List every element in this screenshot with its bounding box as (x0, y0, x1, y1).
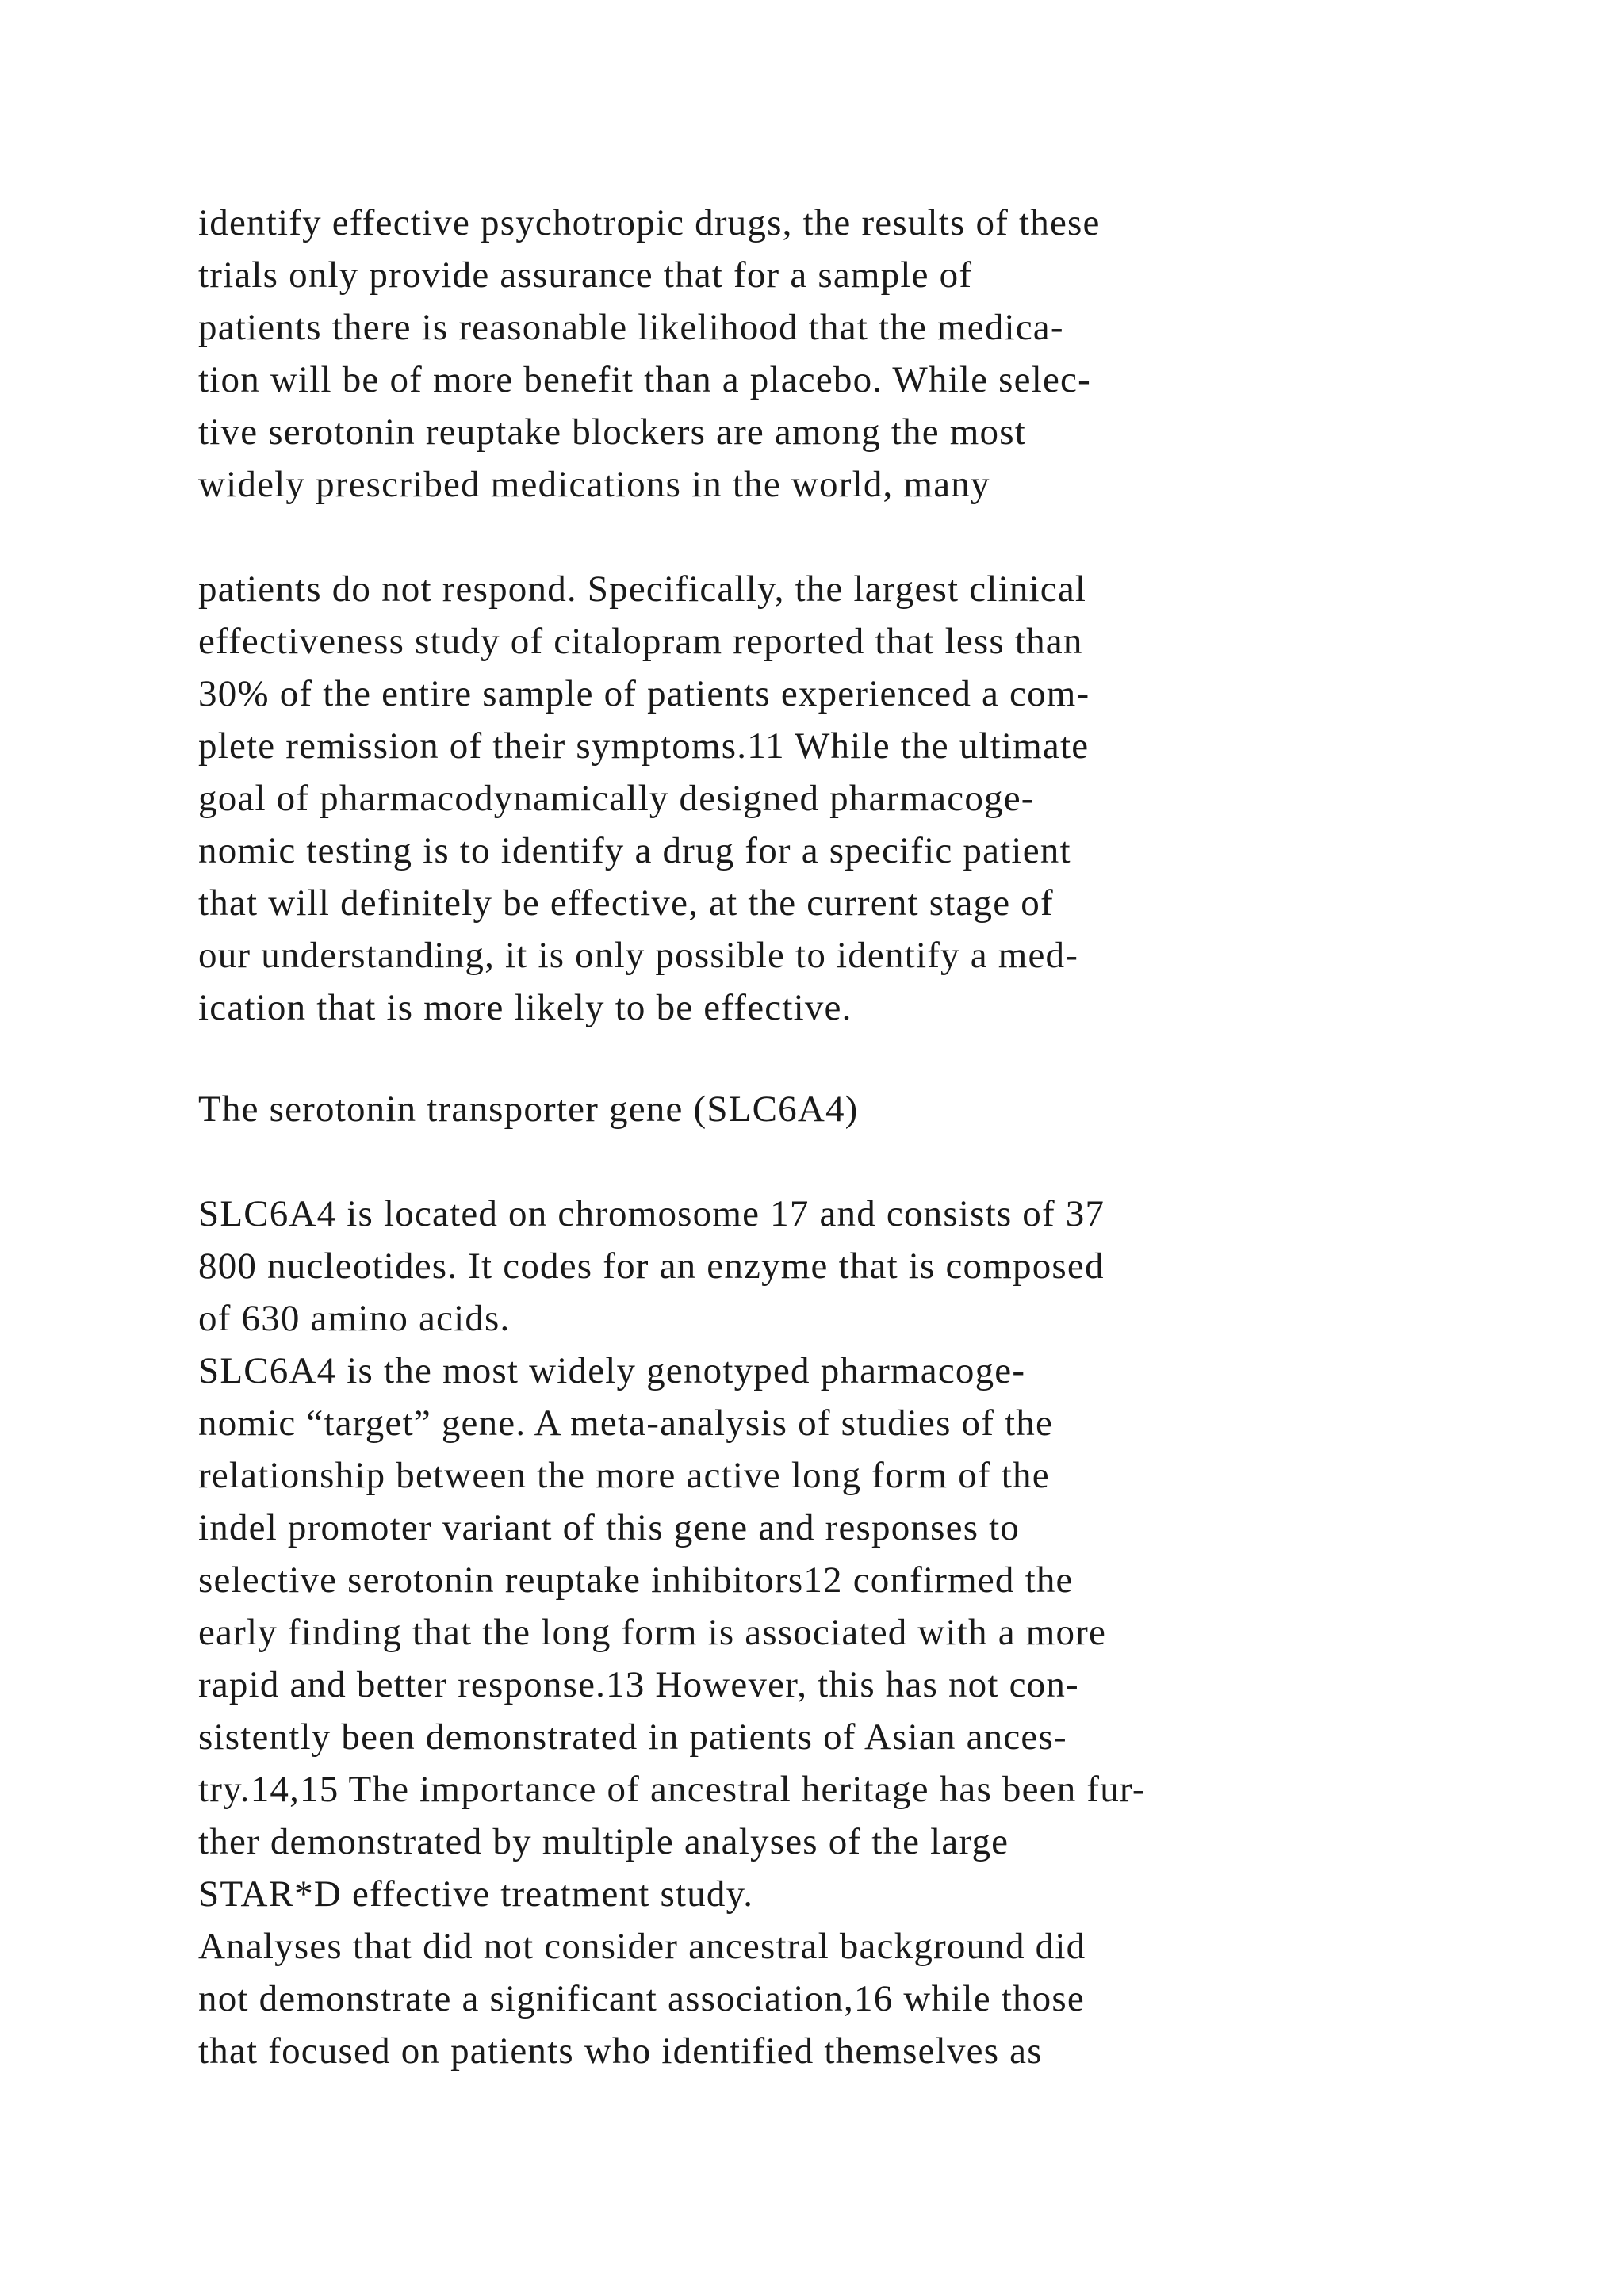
text-line: of 630 amino acids. (198, 1298, 511, 1339)
text-line: tive serotonin reuptake blockers are among the most (198, 411, 1026, 453)
text-line: identify effective psychotropic drugs, the results of these (198, 202, 1101, 243)
text-line: 800 nucleotides. It codes for an enzyme that is composed (198, 1246, 1105, 1287)
text-line: indel promoter variant of this gene and responses to (198, 1507, 1021, 1548)
text-line: early finding that the long form is associated with a more (198, 1612, 1107, 1653)
text-line: rapid and better response.13 However, this has not con- (198, 1664, 1079, 1705)
text-line: effectiveness study of citalopram reported that less than (198, 621, 1083, 662)
text-line: patients there is reasonable likelihood that the medica- (198, 307, 1064, 348)
text-line: ther demonstrated by multiple analyses of the large (198, 1821, 1009, 1862)
text-line: selective serotonin reuptake inhibitors12 confirmed the (198, 1559, 1074, 1601)
paragraph-2 (198, 563, 1562, 1034)
text-line: plete remission of their symptoms.11 While the ultimate (198, 725, 1090, 767)
text-line: tion will be of more benefit than a placebo. While selec- (198, 359, 1091, 400)
text-line: Analyses that did not consider ancestral background did (198, 1926, 1086, 1967)
heading-line: The serotonin transporter gene (SLC6A4) (198, 1089, 859, 1130)
text-line: try.14,15 The importance of ancestral heritage has been fur- (198, 1769, 1146, 1810)
text-line: 30% of the entire sample of patients experienced a com- (198, 673, 1090, 714)
text-line: SLC6A4 is located on chromosome 17 and consists of 37 (198, 1193, 1105, 1234)
text-line: our understanding, it is only possible to identify a med- (198, 935, 1079, 976)
text-line: patients do not respond. Specifically, the largest clinical (198, 568, 1087, 610)
paragraph-1 (198, 197, 1562, 511)
text-line: not demonstrate a significant association,16 while those (198, 1978, 1085, 2019)
text-line: widely prescribed medications in the world, many (198, 464, 990, 505)
paragraph-3 (198, 1188, 1562, 2077)
text-line: sistently been demonstrated in patients of Asian ances- (198, 1716, 1067, 1758)
text-line: ication that is more likely to be effective. (198, 987, 852, 1028)
text-line: relationship between the more active long form of the (198, 1455, 1050, 1496)
text-line: STAR*D effective treatment study. (198, 1873, 754, 1915)
text-line: goal of pharmacodynamically designed pharmacoge- (198, 778, 1035, 819)
text-line: trials only provide assurance that for a sample of (198, 254, 973, 296)
text-line: nomic testing is to identify a drug for a specific patient (198, 830, 1071, 871)
section-heading (198, 1083, 1562, 1135)
text-line: that will definitely be effective, at the current stage of (198, 882, 1054, 924)
text-line: SLC6A4 is the most widely genotyped pharmacoge- (198, 1350, 1026, 1391)
text-line: nomic “target” gene. A meta-analysis of studies of the (198, 1402, 1054, 1444)
text-line: that focused on patients who identified themselves as (198, 2030, 1043, 2072)
